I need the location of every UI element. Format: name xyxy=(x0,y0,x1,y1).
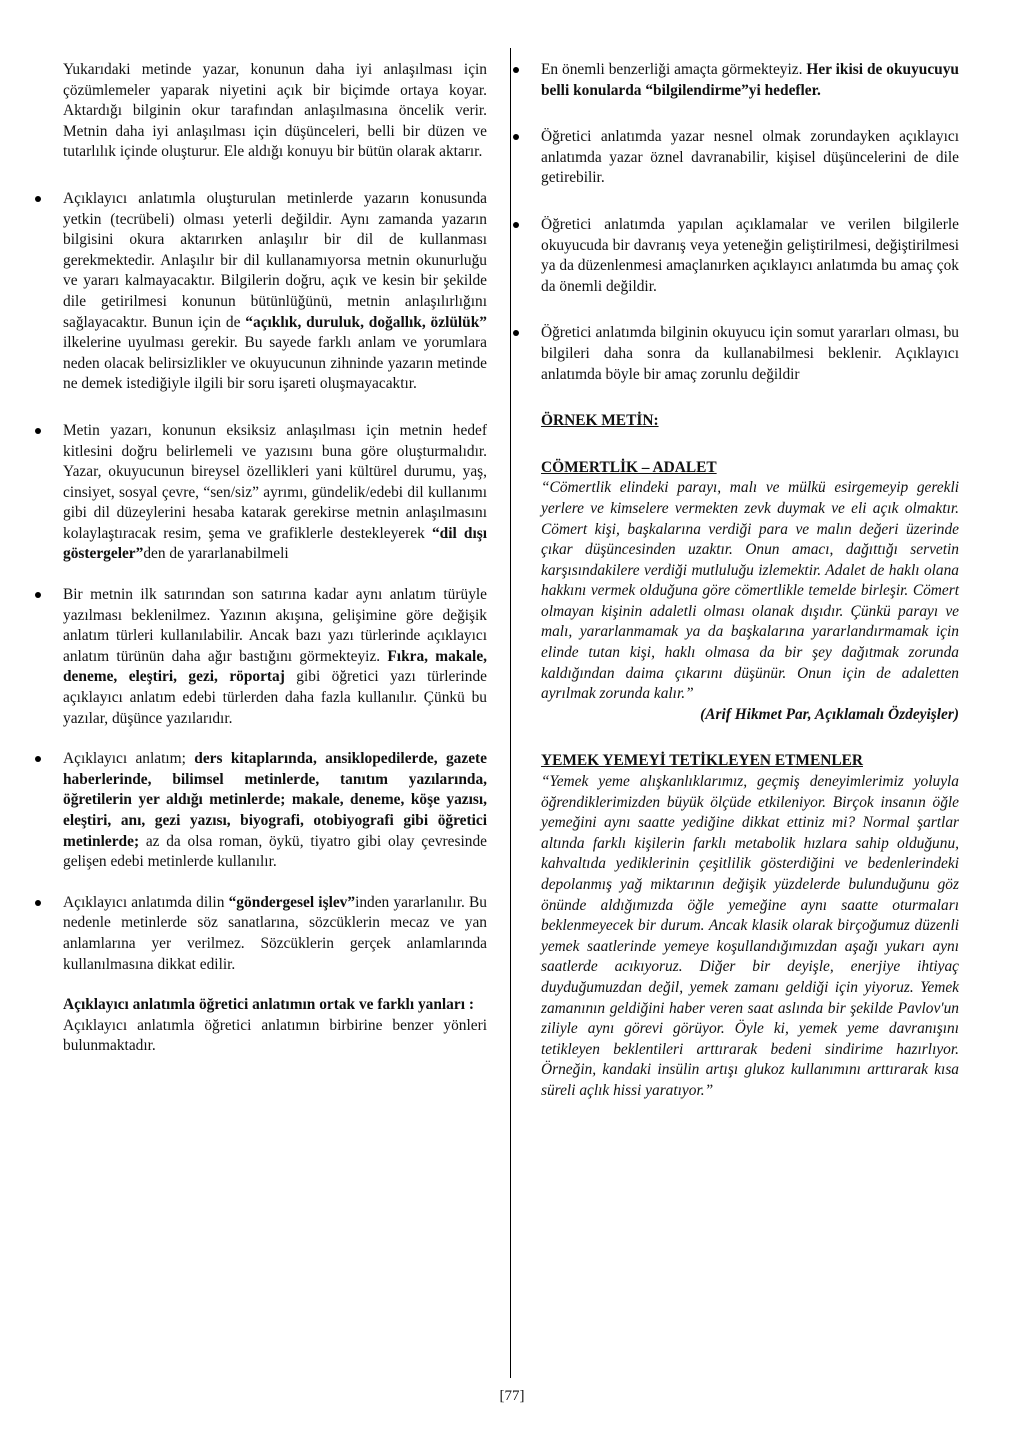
bullet-icon xyxy=(35,756,41,762)
bullet-icon xyxy=(513,67,519,73)
example-text-title: CÖMERTLİK – ADALET xyxy=(541,458,717,476)
example-text-title: YEMEK YEMEYİ TETİKLEYEN ETMENLER xyxy=(541,752,863,770)
left-column xyxy=(63,60,487,1057)
intro-paragraph: Yukarıdaki metinde yazar, konunun daha iyi anlaşılması için çözümlemeler yaparak niyetini açık bir biçimde ortaya koyar. Aktardığı bilginin okur tarafından anlaşılmasına öncelik verir. Metnin daha iyi anlaşılması için düşünceleri, belli bir düzen ve tutarlılık içinde oluşturur. Ele aldığı konuyu bir bütün olarak aktarır. xyxy=(63,61,487,161)
bullet-icon xyxy=(35,592,41,598)
list-item: En önemli benzerliği amaçta görmekteyiz. Her ikisi de okuyucuyu belli konularda “bilgilendirme”yi hedefler. xyxy=(541,60,959,101)
bullet-icon xyxy=(35,900,41,906)
list-item: Bir metnin ilk satırından son satırına kadar aynı anlatım türüyle yazılması beklenilmez. Yazının akışına, gelişimine göre değişik anlatım türleri kullanılabilir. Ancak bazı yazı türlerinde açıklayıcı anlatım türünün daha ağır bastığını görmekteyiz. Fıkra, makale, deneme, eleştiri, gezi, röportaj gibi öğretici yazı türlerinde açıklayıcı anlatım edebi türlerden daha fazla kullanılır. Çünkü bu yazılar, düşünce yazılarıdır. xyxy=(63,585,487,729)
page-number: [77] xyxy=(499,1388,525,1404)
column-divider xyxy=(510,48,511,1378)
example-text-attribution: (Arif Hikmet Par, Açıklamalı Özdeyişler) xyxy=(700,705,959,723)
bullet-icon xyxy=(513,330,519,336)
bullet-icon xyxy=(513,222,519,228)
example-text-body: “Cömertlik elindeki parayı, malı ve mülkü esirgemeyip gerekli yerlere ve kimselere vermekten zevk duymak ve eli açık olmaktır. Cömert kişi, başkalarına verdiği para ve malın değeri üzerinde çıkar düşüncesinden uzaktır. Onun amacı, dağıttığı servetin karşısındakilere verdiği mutluluğu izlemektir. Adalet de haklı olana hakkını vermek olduğuna göre cömertlikle temelde birleşir. Cömert olmayan kişinin adaletli olması olanak dışıdır. Çünkü parayı ve malı, yararlanmamak ya da başkalarına yararlandırmamak için elinde tutan kişi, haklı olmasa da bir şey dağıtmak zorunda kaldığından daima çıkarını düşünür. Onun için de adaletten ayrılmak zorunda kalır.” xyxy=(541,479,959,703)
section-heading: Açıklayıcı anlatımla öğretici anlatımın ortak ve farklı yanları : xyxy=(63,996,474,1014)
list-item: Açıklayıcı anlatımda dilin “göndergesel işlev”inden yararlanılır. Bu nedenle metinlerde söz sanatlarına, sözcüklerin mecaz ve yan anlamlarına yer verilmez. Sözcüklerin gerçek anlamlarında kullanılmasına dikkat edilir. xyxy=(63,893,487,975)
list-item: Öğretici anlatımda bilginin okuyucu için somut yararları olması, bu bilgileri daha sonra da kullanabilmesi beklenir. Açıklayıcı anlatımda böyle bir amaç zorunlu değildir xyxy=(541,323,959,385)
bullet-icon xyxy=(35,428,41,434)
list-item: Öğretici anlatımda yazar nesnel olmak zorundayken açıklayıcı anlatımda yazar öznel davranabilir, kişisel düşüncelerini de dile getirebilir. xyxy=(541,127,959,189)
list-item: Açıklayıcı anlatımla oluşturulan metinlerde yazarın konusunda yetkin (tecrübeli) olması yeterli değildir. Aynı zamanda yazarın bilgisini okura aktarırken anlaşılır bir dil de kullanması gerekmektedir. Anlaşılır bir dil kullanamıyorsa metnin okunurluğu ve yararı kalmayacaktır. Bilgilerin doğru, açık ve kesin bir şekilde dile getirilmesi konunun bütünlüğünü, metnin anlaşılırlığını sağlayacaktır. Bunun için de “açıklık, duruluk, doğallık, özlülük” ilkelerine uyulması gerekir. Bu sayede farklı anlam ve yorumlara neden olacak belirsizlikler ve okuyucunun zihninde yazarın metinde ne demek istediğiyle ilgili bir soru işareti oluşmayacaktır. xyxy=(63,189,487,395)
bullet-icon xyxy=(513,134,519,140)
example-text-body: “Yemek yeme alışkanlıklarımız, geçmiş deneyimlerimiz yoluyla öğrendiklerimizden büyük ölçüde etkileniyor. Birçok insanın öğle yemeğini aynı saatte yediğine dikkat ettiniz mi? Normal şartlar altında farklı kişilerin farklı metabolik hızlara sahip olduğunu, kahvaltıda yediklerinin çeşitlilik gösterdiğini ve bedenlerindeki depolanmış yağ miktarının değişik yüzdelerde bulunduğunu göz önünde aldığımızda öğle yemeğine aynı saatte oturmaları beklenmeyecek bir durum. Ancak klasik olarak birçoğumuz düzenli yemek saatlerinde yemeye koşullandığımızdan aşağı yukarı aynı saatlerde acıkıyoruz. Diğer bir deyişle, enerjiye ihtiyaç duyduğumuzdan değil, yemek zamanı geldiği için yiyoruz. Yemek zamanının geldiğini haber veren saat aslında bir şekilde Pavlov'un ziliyle aynı görevi görüyor. Öyle ki, yemek yeme davranışını tetikleyen beklentileri arttırarak bedeni sindirime hazırlıyor. Örneğin, kandaki insülin artışı glukoz kullanımını arttırarak kısa süreli açlık hissi yaratıyor.” xyxy=(541,773,959,1099)
list-item: Metin yazarı, konunun eksiksiz anlaşılması için metnin hedef kitlesini doğru belirlemeli ve yazısını buna göre oluşturmalıdır. Yazar, okuyucunun bireysel özellikleri yani kültürel durumu, yaş, cinsiyet, sosyal çevre, “sen/siz” ayrımı, gündelik/edebi dil kullanımı gibi dil düzeylerini hesaba katarak gerekirse metnin anlaşılmasını kolaylaştıracak resim, şema ve grafiklerle destekleyerek “dil dışı göstergeler”den de yararlanabilmeli xyxy=(63,421,487,565)
list-item: Öğretici anlatımda yapılan açıklamalar ve verilen bilgilerle okuyucuda bir davranış veya yeteneğin geliştirilmesi, değiştirilmesi ya da düzenlenmesi amaçlanırken açıklayıcı anlatımda bu amaç çok da önemli değildir. xyxy=(541,215,959,297)
bullet-icon xyxy=(35,196,41,202)
list-item: Açıklayıcı anlatım; ders kitaplarında, ansiklopedilerde, gazete haberlerinde, bilimsel metinlerde, tanıtım yazılarında, öğretilerin yer aldığı metinlerde; makale, deneme, köşe yazısı, eleştiri, anı, gezi yazısı, biyografi, otobiyografi gibi öğretici metinlerde; az da olsa roman, öykü, tiyatro gibi olay çevresinde gelişen edebi metinlerde kullanılır. xyxy=(63,749,487,873)
example-heading: ÖRNEK METİN: xyxy=(541,412,659,430)
section-text: Açıklayıcı anlatımla öğretici anlatımın birbirine benzer yönleri bulunmaktadır. xyxy=(63,1016,487,1055)
right-column xyxy=(541,60,959,1102)
